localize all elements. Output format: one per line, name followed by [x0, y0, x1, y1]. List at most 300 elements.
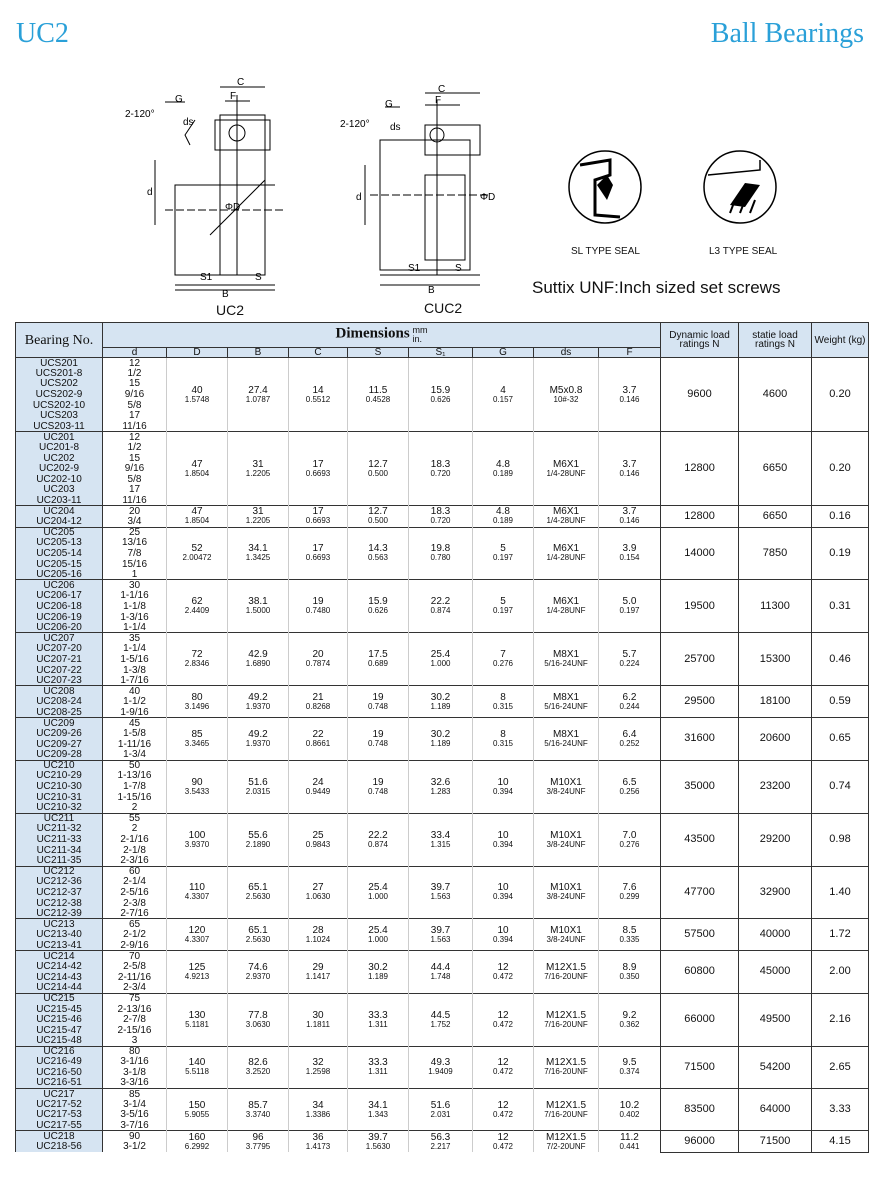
dimension-in: 0.4528: [365, 394, 391, 404]
bearing-number: UC216-50: [16, 1067, 103, 1078]
bore-d: 35: [103, 633, 167, 644]
dimension-mm: 25.4: [368, 924, 388, 936]
dimension-in: 1.9409: [428, 1067, 453, 1077]
bearing-number: UC215-47: [16, 1025, 103, 1036]
table-row: [16, 633, 869, 644]
cuc2-angle-label: 2-120°: [340, 119, 370, 130]
dimension-mm: 47: [191, 458, 203, 470]
bearing-number: UC214-43: [16, 972, 103, 983]
header-title: UC2: [16, 18, 69, 49]
dimension-mm: 44.4: [430, 961, 451, 973]
bearing-number: UCS202-9: [16, 389, 103, 400]
bore-d: 2-1/2: [103, 930, 167, 941]
dimension-in: 7/16-20UNF: [544, 1109, 588, 1119]
dimension-in: 0.197: [492, 553, 514, 563]
uc2-caption: UC2: [216, 302, 245, 318]
dimension-mm: 100: [188, 829, 206, 841]
bore-d: 3-1/4: [103, 1099, 167, 1110]
dimension-mm: M6X1: [552, 596, 580, 608]
dimension-mm: 40: [191, 384, 203, 396]
dimension-in: 1.000: [430, 659, 451, 669]
table-row: [16, 993, 869, 1004]
dimension-mm: 39.7: [368, 1131, 388, 1143]
weight: 1.72: [812, 919, 869, 951]
dimension-cell: [409, 506, 473, 527]
bearing-number: UCS201-8: [16, 368, 103, 379]
bore-d: 3-7/16: [103, 1120, 167, 1131]
dimensions-title: Dimensions: [335, 325, 410, 342]
bearing-number: UC209-26: [16, 728, 103, 739]
dimension-cell: [228, 813, 289, 866]
dimension-mm: 140: [188, 1057, 206, 1069]
bore-d: 2-5/16: [103, 887, 167, 898]
dimension-mm: 82.6: [248, 1057, 268, 1069]
dimension-cell: [228, 686, 289, 718]
dimension-cell: [289, 919, 348, 951]
dimension-cell: [289, 813, 348, 866]
dimension-mm: M8X1: [552, 728, 580, 740]
bearing-number: UC208-24: [16, 697, 103, 708]
dimension-cell: [289, 506, 348, 527]
dimension-in: 1.0787: [245, 394, 271, 404]
bearing-number: UC204: [16, 506, 103, 517]
dimension-mm: M10X1: [550, 882, 582, 894]
dimension-cell: [289, 866, 348, 919]
dimension-cell: [228, 760, 289, 813]
dimension-mm: 160: [188, 1131, 206, 1143]
dimensions-header: [103, 323, 661, 348]
bore-d: 5/8: [103, 474, 167, 485]
dimension-in: 5/16-24UNF: [544, 738, 588, 748]
dimension-cell: [473, 686, 534, 718]
column-header-7: ds: [534, 348, 599, 358]
dimension-mm: 17: [312, 506, 324, 518]
dimension-mm: 9.2: [622, 1009, 637, 1021]
dimension-mm: 30.2: [430, 728, 451, 740]
dimension-cell: [599, 951, 661, 993]
dimension-mm: 85.7: [248, 1099, 268, 1111]
bore-d: 1-3/4: [103, 749, 167, 760]
dimension-mm: 12.7: [368, 458, 388, 470]
dimension-mm: 19: [372, 728, 384, 740]
dimension-mm: 10: [497, 776, 509, 788]
dimension-in: 1.1417: [305, 971, 331, 981]
dimension-in: 0.9843: [305, 839, 331, 849]
dimension-cell: [409, 633, 473, 686]
bearing-number: UC206-19: [16, 612, 103, 623]
column-header-5: S₁: [409, 348, 473, 358]
dimension-mm: M6X1: [552, 543, 580, 555]
table-row: [16, 919, 869, 930]
dimension-in: 1.2205: [245, 516, 271, 526]
dimension-mm: 25: [312, 829, 324, 841]
uc2-c-label: C: [237, 77, 245, 88]
dimension-cell: [599, 633, 661, 686]
l3-seal-caption: L3 TYPE SEAL: [709, 246, 778, 257]
dimension-cell: [167, 1131, 228, 1152]
dimension-cell: [289, 686, 348, 718]
dimension-in: 1.8504: [184, 516, 210, 526]
bore-d: 2-1/8: [103, 845, 167, 856]
dimension-mm: 12: [497, 961, 509, 973]
table-row: [16, 1088, 869, 1099]
dynamic-load: 19500: [661, 580, 739, 633]
dimension-cell: [348, 358, 409, 432]
bearing-number: UC215-45: [16, 1004, 103, 1015]
dimension-mm: 22.2: [368, 829, 388, 841]
bearing-number: UC215: [16, 993, 103, 1004]
bearing-number: UC211-35: [16, 855, 103, 866]
dimension-in: 2.217: [430, 1141, 451, 1151]
bearing-number: UC201: [16, 432, 103, 443]
dimension-mm: 14.3: [368, 543, 388, 555]
dynamic-load: 57500: [661, 919, 739, 951]
dimension-cell: [599, 506, 661, 527]
dimension-in: 2.5630: [245, 892, 271, 902]
bearing-spec-table: [15, 322, 869, 1153]
uc2-s-label: S: [255, 272, 262, 283]
dimension-in: 4.9213: [184, 971, 210, 981]
dimension-mm: 39.7: [430, 882, 451, 894]
dimension-in: 3/8-24UNF: [546, 786, 586, 796]
weight: 1.40: [812, 866, 869, 919]
dimension-in: 1.563: [430, 892, 451, 902]
dimension-mm: 5: [500, 596, 506, 608]
bearing-number: UCS202: [16, 379, 103, 390]
dimension-cell: [409, 760, 473, 813]
bore-d: 90: [103, 1131, 167, 1142]
dimension-cell: [409, 580, 473, 633]
dimension-mm: 19: [312, 596, 324, 608]
bore-d: 2-3/8: [103, 898, 167, 909]
dimension-mm: 4: [500, 384, 506, 396]
dimension-cell: [473, 718, 534, 760]
bore-d: 2-13/16: [103, 1004, 167, 1015]
dimension-mm: 65.1: [248, 924, 268, 936]
dimension-cell: [167, 919, 228, 951]
dimension-in: 0.154: [619, 553, 640, 563]
dimension-cell: [409, 686, 473, 718]
dimension-in: 3.7795: [245, 1141, 271, 1151]
uc2-ds-label: ds: [183, 117, 194, 128]
weight: 0.74: [812, 760, 869, 813]
dimension-cell: [289, 760, 348, 813]
cuc2-b-label: B: [428, 285, 435, 295]
bore-d: 1-11/16: [103, 739, 167, 750]
column-header-1: D: [167, 348, 228, 358]
dimension-in: 7/16-20UNF: [544, 1019, 588, 1029]
dimension-in: 2.8346: [184, 659, 210, 669]
dimension-cell: [228, 1088, 289, 1130]
bore-d: 40: [103, 686, 167, 697]
dimension-mm: 85: [191, 728, 203, 740]
dimension-in: 1.5630: [365, 1141, 391, 1151]
bore-d: 50: [103, 760, 167, 771]
bearing-number: UC218-56: [16, 1141, 103, 1152]
uc2-drawing: [125, 75, 295, 300]
bore-d: 65: [103, 919, 167, 930]
dimension-in: 2.031: [430, 1109, 451, 1119]
weight: 3.33: [812, 1088, 869, 1130]
bore-d: 2-3/16: [103, 855, 167, 866]
dimension-cell: [534, 760, 599, 813]
bearing-number: UC217-52: [16, 1099, 103, 1110]
dimension-cell: [167, 527, 228, 580]
dimension-mm: M12X1.5: [545, 1057, 587, 1069]
dimension-cell: [534, 580, 599, 633]
dimension-cell: [228, 358, 289, 432]
bore-d: 1-7/8: [103, 781, 167, 792]
bore-d: 70: [103, 951, 167, 962]
bearing-number: UC214-42: [16, 961, 103, 972]
bearing-number: UC209: [16, 718, 103, 729]
dimension-mm: M10X1: [550, 924, 582, 936]
column-header-0: d: [103, 348, 167, 358]
dimension-cell: [289, 527, 348, 580]
weight: 0.98: [812, 813, 869, 866]
dimension-in: 0.189: [492, 468, 514, 478]
dimension-mm: M12X1.5: [545, 1099, 587, 1111]
dimension-mm: 52: [191, 543, 203, 555]
dimension-cell: [289, 1046, 348, 1088]
dimension-cell: [473, 951, 534, 993]
dynamic-load: 25700: [661, 633, 739, 686]
dimension-cell: [289, 1131, 348, 1152]
dimension-mm: 8.5: [622, 924, 637, 936]
dimension-cell: [228, 866, 289, 919]
dimension-cell: [348, 432, 409, 506]
dimension-cell: [167, 1088, 228, 1130]
dynamic-load: 35000: [661, 760, 739, 813]
dynamic-load: 71500: [661, 1046, 739, 1088]
static-load: 71500: [739, 1131, 812, 1152]
dimension-mm: 7.0: [622, 829, 637, 841]
dimension-mm: 19: [372, 691, 384, 703]
dimension-mm: 15.9: [430, 384, 451, 396]
dimension-cell: [289, 633, 348, 686]
dimension-cell: [599, 760, 661, 813]
dimension-mm: 4.8: [496, 506, 510, 518]
static-load: 11300: [739, 580, 812, 633]
bore-d: 60: [103, 866, 167, 877]
dimension-cell: [289, 358, 348, 432]
bore-d: 5/8: [103, 400, 167, 411]
dimension-cell: [348, 760, 409, 813]
static-load: 4600: [739, 358, 812, 432]
bore-d: 9/16: [103, 463, 167, 474]
bearing-number: UC205-15: [16, 559, 103, 570]
dimension-mm: 10: [497, 924, 509, 936]
dimension-mm: 8: [500, 728, 506, 740]
bearing-number: UC201-8: [16, 442, 103, 453]
bearing-number: UC205-16: [16, 569, 103, 580]
dimension-mm: M10X1: [550, 829, 582, 841]
dimension-in: 4.3307: [184, 934, 210, 944]
dimension-in: 0.276: [492, 659, 514, 669]
bearing-number: UC206: [16, 580, 103, 591]
dimension-in: 3.1496: [184, 701, 210, 711]
dimension-mm: 30.2: [430, 691, 451, 703]
dimension-cell: [409, 358, 473, 432]
dimension-mm: 32: [312, 1057, 324, 1069]
weight: 0.65: [812, 718, 869, 760]
dimension-mm: 33.3: [368, 1057, 388, 1069]
dimension-mm: M8X1: [552, 649, 580, 661]
cuc2-s1-label: S1: [408, 263, 421, 274]
dimension-cell: [348, 686, 409, 718]
weight: 0.19: [812, 527, 869, 580]
header-category: Ball Bearings: [710, 18, 864, 49]
dimension-in: 3/8-24UNF: [546, 892, 586, 902]
dimension-cell: [409, 718, 473, 760]
bearing-number: UC211-33: [16, 834, 103, 845]
dimension-in: 0.563: [367, 553, 389, 563]
dimension-in: 0.5512: [305, 394, 331, 404]
dimension-in: 0.748: [367, 786, 389, 796]
dimension-in: 1.343: [367, 1109, 389, 1119]
bore-d: 12: [103, 358, 167, 369]
dimension-cell: [289, 993, 348, 1046]
dynamic-load: 96000: [661, 1131, 739, 1152]
dimension-in: 0.197: [619, 606, 640, 616]
dimension-cell: [167, 760, 228, 813]
dimension-cell: [599, 1046, 661, 1088]
dimension-cell: [534, 686, 599, 718]
dimension-mm: 33.3: [368, 1009, 388, 1021]
dimension-mm: 15.9: [368, 596, 388, 608]
cuc2-f-label: F: [435, 95, 442, 106]
static-load: 54200: [739, 1046, 812, 1088]
dimension-cell: [473, 527, 534, 580]
column-header-8: F: [599, 348, 661, 358]
dimension-mm: M10X1: [550, 776, 582, 788]
dimension-mm: 96: [252, 1131, 264, 1143]
dimension-cell: [534, 1131, 599, 1152]
dimension-cell: [228, 432, 289, 506]
dimension-cell: [473, 506, 534, 527]
bearing-number: UC207-20: [16, 644, 103, 655]
bearing-number: UC210: [16, 760, 103, 771]
bearing-number: UC207: [16, 633, 103, 644]
weight: 0.31: [812, 580, 869, 633]
dimension-cell: [473, 633, 534, 686]
dimension-in: 0.626: [430, 394, 451, 404]
bore-d: 1-7/16: [103, 675, 167, 686]
dimension-mm: 5: [500, 543, 506, 555]
dimension-in: 7/2-20UNF: [546, 1141, 586, 1151]
dimension-cell: [348, 1131, 409, 1152]
bearing-number: UC202: [16, 453, 103, 464]
dimension-cell: [348, 813, 409, 866]
dimension-cell: [167, 633, 228, 686]
dimension-in: 6.2992: [184, 1141, 210, 1151]
dimension-in: 3.5433: [184, 786, 210, 796]
dimension-cell: [534, 527, 599, 580]
dimension-in: 0.362: [619, 1019, 640, 1029]
dimension-in: 0.500: [367, 516, 389, 526]
bearing-number: UC212-39: [16, 908, 103, 919]
bearing-number: UCS203-11: [16, 421, 103, 432]
dimension-in: 0.874: [430, 606, 451, 616]
dimension-in: 1/4-28UNF: [546, 516, 586, 526]
dimension-in: 1.5748: [184, 394, 210, 404]
dimension-cell: [534, 506, 599, 527]
static-load: 15300: [739, 633, 812, 686]
dimension-in: 1.2598: [305, 1067, 331, 1077]
dimension-mm: 21: [312, 691, 324, 703]
dimension-in: 1.189: [430, 701, 451, 711]
dimension-cell: [228, 1046, 289, 1088]
dimension-mm: 90: [191, 776, 203, 788]
bore-d: 17: [103, 485, 167, 496]
dimension-in: 0.472: [492, 1141, 514, 1151]
weight: 2.16: [812, 993, 869, 1046]
bore-d: 1-5/16: [103, 654, 167, 665]
dimension-mm: 31: [252, 506, 264, 518]
dimension-mm: 3.9: [622, 543, 637, 555]
dimension-mm: 24: [312, 776, 324, 788]
bearing-number: UC212-36: [16, 877, 103, 888]
bore-d: 3-5/16: [103, 1110, 167, 1121]
dimension-mm: 4.8: [496, 458, 510, 470]
bearing-number: UC206-18: [16, 601, 103, 612]
dimension-mm: 19.8: [430, 543, 451, 555]
dimension-cell: [534, 919, 599, 951]
bearing-number: UC210-31: [16, 792, 103, 803]
bearing-number: UC210-29: [16, 771, 103, 782]
dimension-cell: [599, 866, 661, 919]
dimension-mm: 12: [497, 1099, 509, 1111]
dimension-cell: [599, 432, 661, 506]
dimension-in: 0.394: [492, 934, 514, 944]
dimension-cell: [534, 1046, 599, 1088]
bore-d: 25: [103, 527, 167, 538]
dimension-cell: [348, 527, 409, 580]
dimension-cell: [348, 506, 409, 527]
weight: 0.20: [812, 358, 869, 432]
bearing-number: UC218: [16, 1131, 103, 1142]
dimension-mm: 10: [497, 829, 509, 841]
column-header-4: S: [348, 348, 409, 358]
bearing-number: UC216: [16, 1046, 103, 1057]
dimension-mm: 25.4: [368, 882, 388, 894]
table-row: [16, 1046, 869, 1057]
bore-d: 12: [103, 432, 167, 443]
bore-d: 2: [103, 824, 167, 835]
dimension-mm: 7: [500, 649, 506, 661]
dimension-cell: [348, 633, 409, 686]
static-load: 7850: [739, 527, 812, 580]
dimension-mm: 3.7: [622, 458, 637, 470]
uc2-f-label: F: [230, 91, 237, 102]
dynamic-load: 12800: [661, 432, 739, 506]
dimension-mm: 22.2: [430, 596, 451, 608]
bearing-number: UC213-41: [16, 940, 103, 951]
dimension-cell: [409, 919, 473, 951]
bearing-number: UC206-20: [16, 622, 103, 633]
dimension-in: 0.9449: [305, 786, 331, 796]
dimension-mm: 6.4: [622, 728, 637, 740]
bore-d: 2-1/16: [103, 834, 167, 845]
dimension-cell: [599, 919, 661, 951]
bearing-number: UC212-38: [16, 898, 103, 909]
dynamic-load: 12800: [661, 506, 739, 527]
bore-d: 1-13/16: [103, 771, 167, 782]
dimension-mm: 62: [191, 596, 203, 608]
uc2-g-label: G: [175, 94, 183, 105]
dimension-in: 0.720: [430, 516, 451, 526]
dimension-cell: [348, 919, 409, 951]
